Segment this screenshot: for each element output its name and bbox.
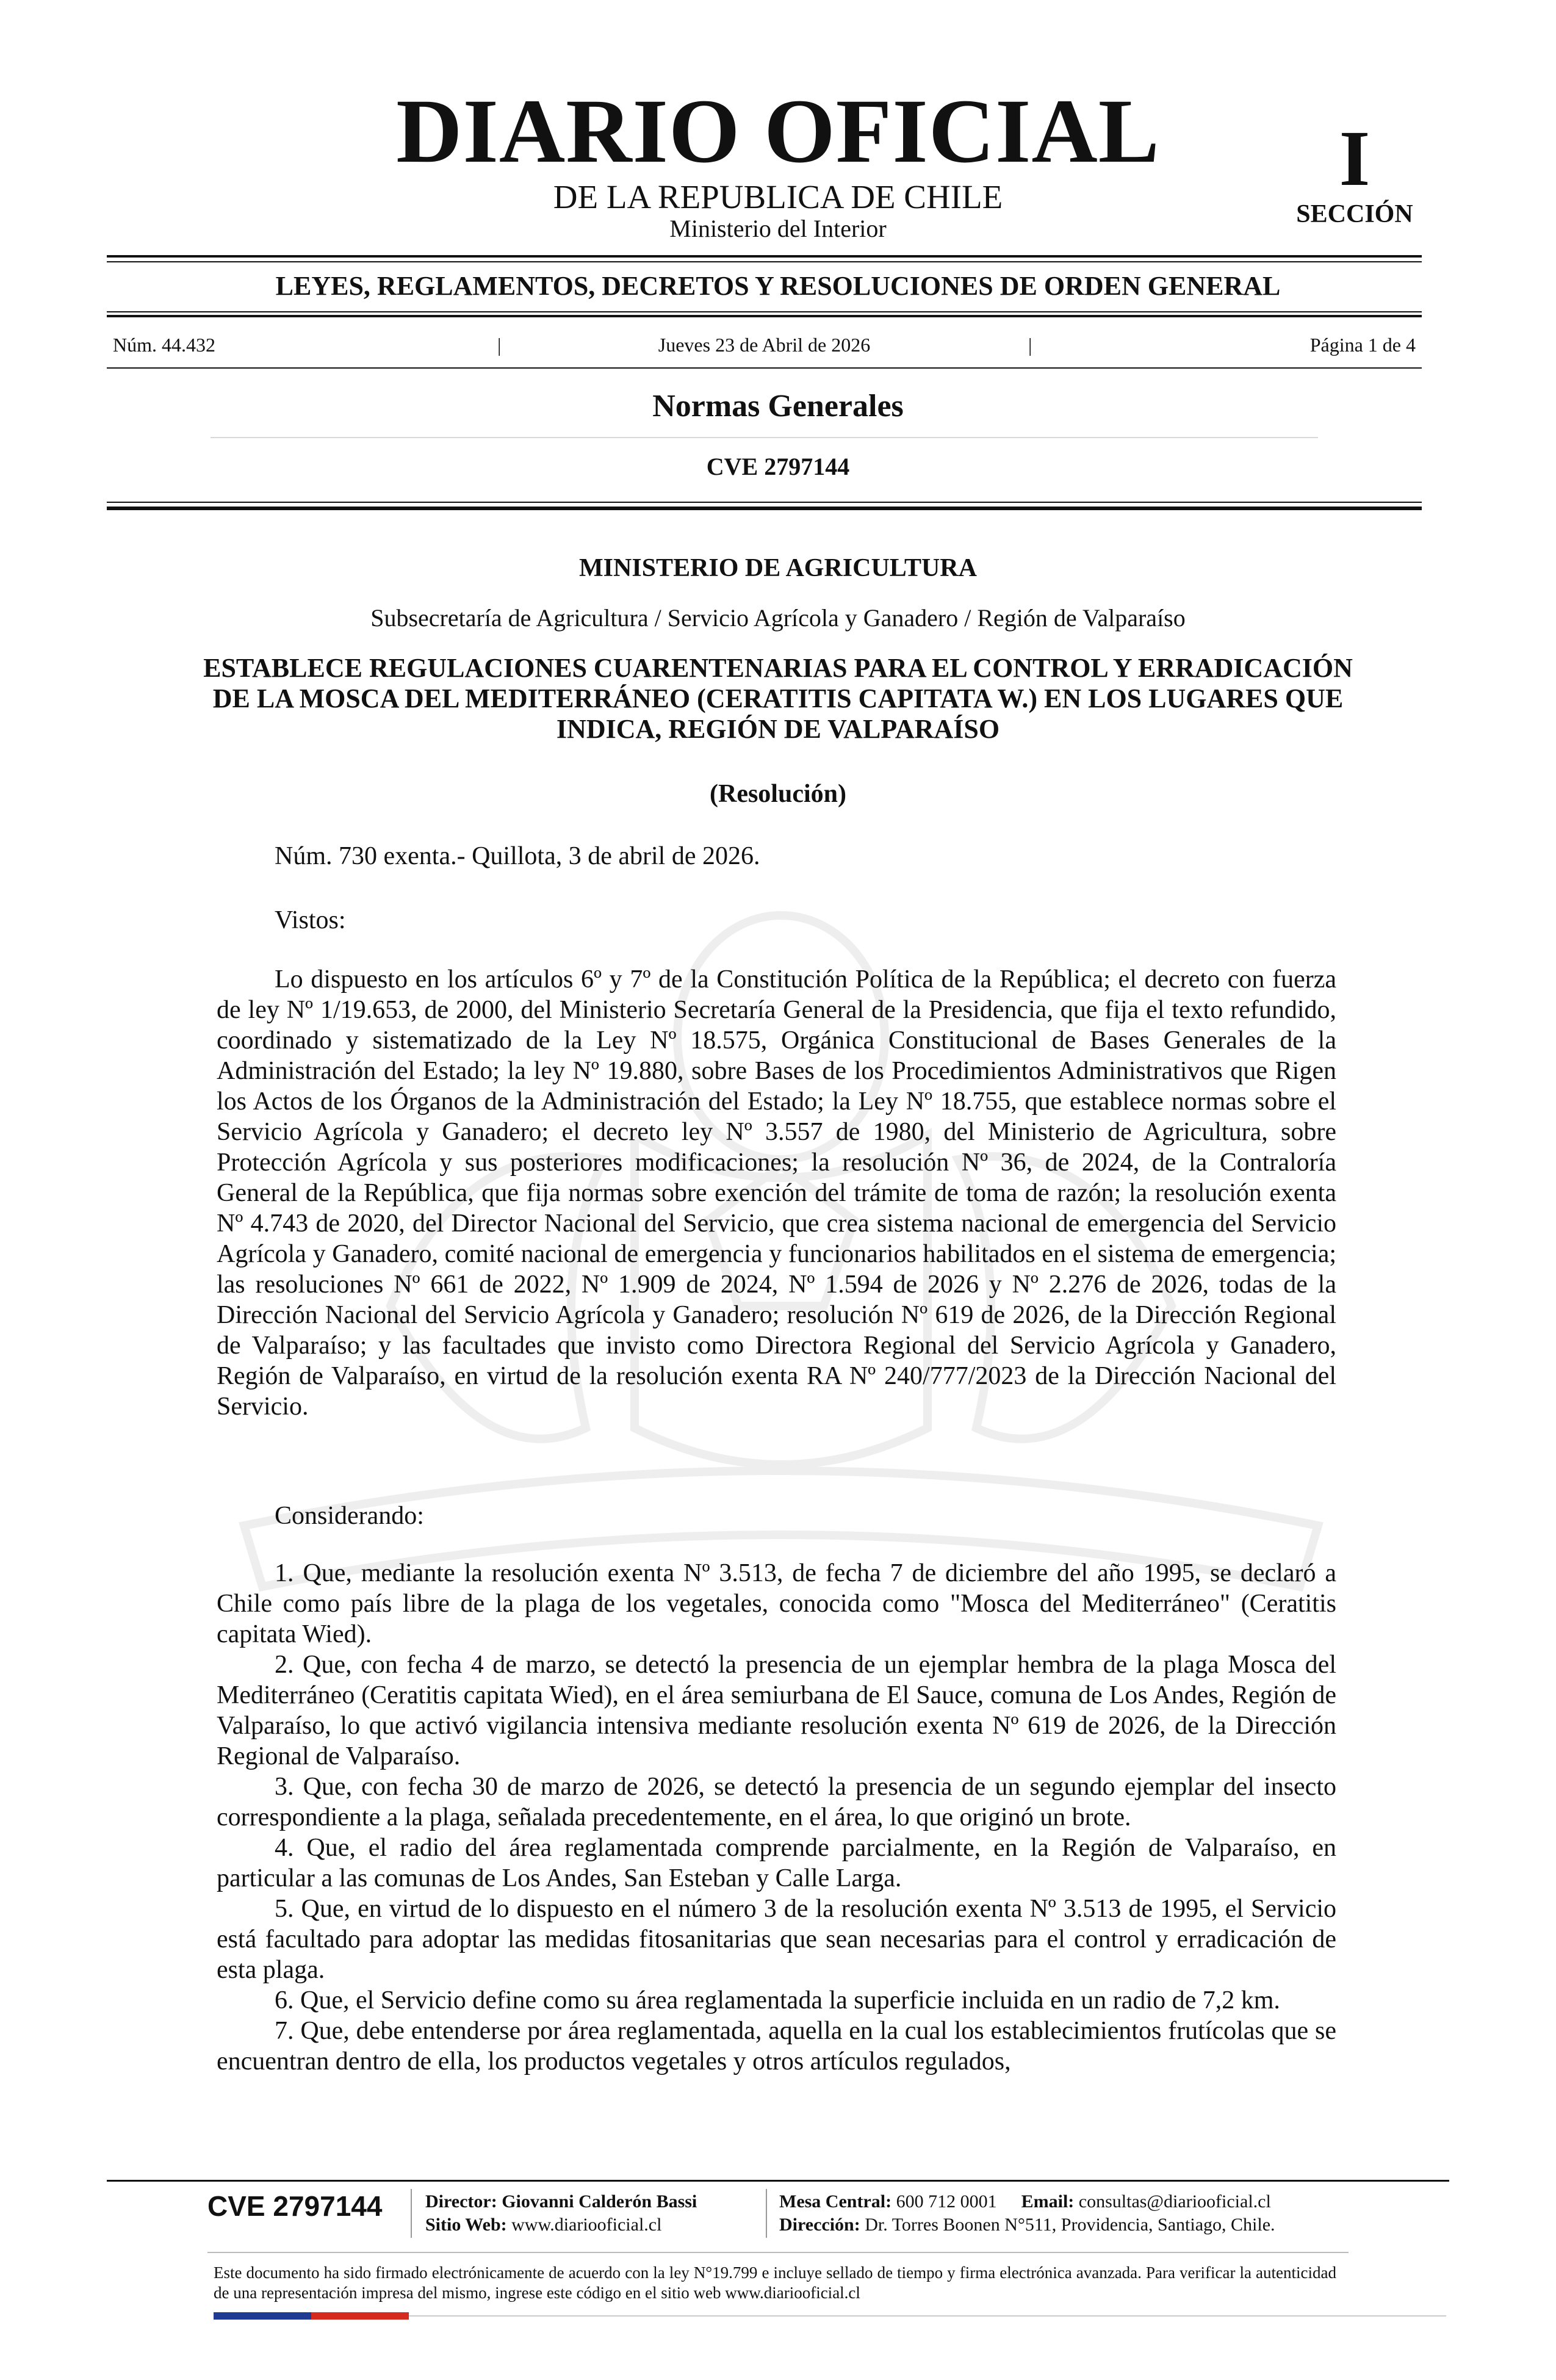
section-label: SECCIÓN bbox=[1296, 200, 1413, 228]
cve-rule-thin bbox=[107, 502, 1422, 503]
issue-date: Jueves 23 de Abril de 2026 bbox=[658, 334, 871, 356]
footer-bottom-rule bbox=[409, 2315, 1446, 2317]
info-separator: | bbox=[497, 334, 502, 356]
document-title: ESTABLECE REGULACIONES CUARENTENARIAS PARA EL CONTROL Y ERRADICACIÓN DE LA MOSCA DEL MEDITERRÁNEO (CERATITIS CAPITATA W.) EN LOS LUGARES QUE INDICA, REGIÓN DE VALPARAÍSO bbox=[203, 653, 1353, 744]
vistos-label: Vistos: bbox=[275, 906, 346, 934]
email-link[interactable]: consultas@diariooficial.cl bbox=[1078, 2191, 1271, 2212]
masthead-subtitle: DE LA REPUBLICA DE CHILE bbox=[553, 178, 1003, 215]
footer-director-block bbox=[425, 2190, 767, 2237]
footer-cve-code: CVE 2797144 bbox=[207, 2190, 383, 2222]
flag-stripe-blue bbox=[214, 2312, 311, 2320]
info-separator: | bbox=[1028, 334, 1032, 356]
document-subsecretaria: Subsecretaría de Agricultura / Servicio Agrícola y Ganadero / Región de Valparaíso bbox=[370, 604, 1186, 632]
header-rule-top bbox=[107, 255, 1422, 258]
page-indicator: Página 1 de 4 bbox=[1309, 334, 1416, 356]
footer-legal-notice: Este documento ha sido firmado electrónicamente de acuerdo con la ley N°19.799 e incluye sellado de tiempo y firma electrónica avanzada. Para verificar la autenticidad de una representación impresa del mismo, ingrese este código en el sitio web www.diariooficial.cl bbox=[214, 2263, 1336, 2302]
footer-separator bbox=[766, 2189, 767, 2238]
footer-legal-rule bbox=[207, 2252, 1349, 2253]
web-label: Sitio Web: bbox=[425, 2215, 507, 2235]
header-rule-top-thin bbox=[107, 261, 1422, 262]
section-number: I bbox=[1339, 115, 1371, 203]
address-text: Dr. Torres Boonen N°511, Providencia, Santiago, Chile. bbox=[865, 2215, 1275, 2235]
category-rule-thin bbox=[107, 311, 1422, 312]
footer-separator bbox=[411, 2189, 412, 2238]
category-heading: LEYES, REGLAMENTOS, DECRETOS Y RESOLUCIONES DE ORDEN GENERAL bbox=[275, 271, 1281, 301]
vistos-paragraph: Lo dispuesto en los artículos 6º y 7º de la Constitución Política de la República; el decreto con fuerza de ley Nº 1/19.653, de 2000, del Ministerio Secretaría General de la Presidencia, que fija el texto refundido, coordinado y sistematizado de la Ley Nº 18.575, Orgánica Constitucional de Bases Generales de la Administración del Estado; la ley Nº 19.880, sobre Bases de los Procedimientos Administrativos que Rigen los Actos de los Órganos de la Administración del Estado; la Ley Nº 18.755, que establece normas sobre el Servicio Agrícola y Ganadero; el decreto ley Nº 3.557 de 1980, del Ministerio de Agricultura, sobre Protección Agrícola y sus posteriores modificaciones; la resolución Nº 36, de 2024, de la Contraloría General de la República, que fija normas sobre exención del trámite de toma de razón; la resolución exenta Nº 4.743 de 2020, del Director Nacional del Servicio, que crea sistema nacional de emergencia del Servicio Agrícola y Ganadero, comité nacional de emergencia y funcionarios habilitados en el sistema de emergencia; las resoluciones Nº 661 de 2022, Nº 1.909 de 2024, Nº 1.594 de 2026 y Nº 2.276 de 2026, todas de la Dirección Nacional del Servicio Agrícola y Ganadero; resolución Nº 619 de 2026, de la Dirección Regional de Valparaíso; y las facultades que invisto como Directora Regional del Servicio Agrícola y Ganadero, Región de Valparaíso, en virtud de la resolución exenta RA Nº 240/777/2023 de la Dirección Nacional del Servicio. bbox=[217, 965, 1336, 1421]
considerando-item: 3. Que, con fecha 30 de marzo de 2026, se detectó la presencia de un segundo ejemplar del insecto correspondiente a la plaga, señalada precedentemente, en el área, lo que originó un brote. bbox=[217, 1773, 1336, 1831]
cve-rule bbox=[107, 507, 1422, 510]
considerando-item: 1. Que, mediante la resolución exenta Nº 3.513, de fecha 7 de diciembre del año 1995, se declaró a Chile como país libre de la plaga de los vegetales, conocida como "Mosca del Mediterráneo" (Ceratitis capitata Wied). bbox=[217, 1559, 1336, 1648]
flag-stripe-red bbox=[311, 2312, 409, 2320]
considerando-item: 4. Que, el radio del área reglamentada comprende parcialmente, en la Región de Valparaíso, en particular a las comunas de Los Andes, San Esteban y Calle Larga. bbox=[217, 1834, 1336, 1892]
masthead-title: DIARIO OFICIAL bbox=[396, 81, 1160, 182]
info-rule bbox=[107, 367, 1422, 369]
web-link[interactable]: www.diariooficial.cl bbox=[511, 2215, 662, 2235]
mesa-phone: 600 712 0001 bbox=[896, 2191, 997, 2212]
considerando-item: 6. Que, el Servicio define como su área reglamentada la superficie incluida en un radio de 7,2 km. bbox=[275, 1986, 1280, 2014]
address-label: Dirección: bbox=[779, 2215, 860, 2235]
considerando-item: 5. Que, en virtud de lo dispuesto en el número 3 de la resolución exenta Nº 3.513 de 1995, el Servicio está facultado para adoptar las medidas fitosanitarias que sean necesarias para el control y erradicación de esta plaga. bbox=[217, 1895, 1336, 1984]
document-ministry: MINISTERIO DE AGRICULTURA bbox=[579, 554, 977, 582]
cve-code: CVE 2797144 bbox=[706, 453, 850, 480]
document-type: (Resolución) bbox=[710, 780, 846, 808]
masthead-ministry: Ministerio del Interior bbox=[669, 215, 887, 242]
considerando-label: Considerando: bbox=[275, 1502, 424, 1530]
director-name: Giovanni Calderón Bassi bbox=[502, 2191, 697, 2212]
director-label: Director: bbox=[425, 2191, 497, 2212]
resolution-number: Núm. 730 exenta.- Quillota, 3 de abril de 2026. bbox=[275, 842, 760, 870]
considerando-item: 7. Que, debe entenderse por área reglamentada, aquella en la cual los establecimientos frutícolas que se encuentran dentro de ella, los productos vegetales y otros artículos regulados, bbox=[217, 2017, 1336, 2075]
section-heading: Normas Generales bbox=[652, 389, 904, 424]
footer-contact-block bbox=[779, 2190, 1389, 2237]
footer-rule bbox=[107, 2180, 1449, 2182]
email-label: Email: bbox=[1021, 2191, 1075, 2212]
considerando-item: 2. Que, con fecha 4 de marzo, se detectó la presencia de un ejemplar hembra de la plaga Mosca del Mediterráneo (Ceratitis capitata Wied), en el área semiurbana de El Sauce, comuna de Los Andes, Región de Valparaíso, lo que activó vigilancia intensiva mediante resolución exenta Nº 619 de 2026, de la Dirección Regional de Valparaíso. bbox=[217, 1651, 1336, 1770]
section-divider bbox=[211, 437, 1318, 438]
category-rule bbox=[107, 315, 1422, 317]
issue-number: Núm. 44.432 bbox=[113, 334, 215, 356]
mesa-label: Mesa Central: bbox=[779, 2191, 892, 2212]
considerandos-list bbox=[217, 1558, 1336, 2077]
